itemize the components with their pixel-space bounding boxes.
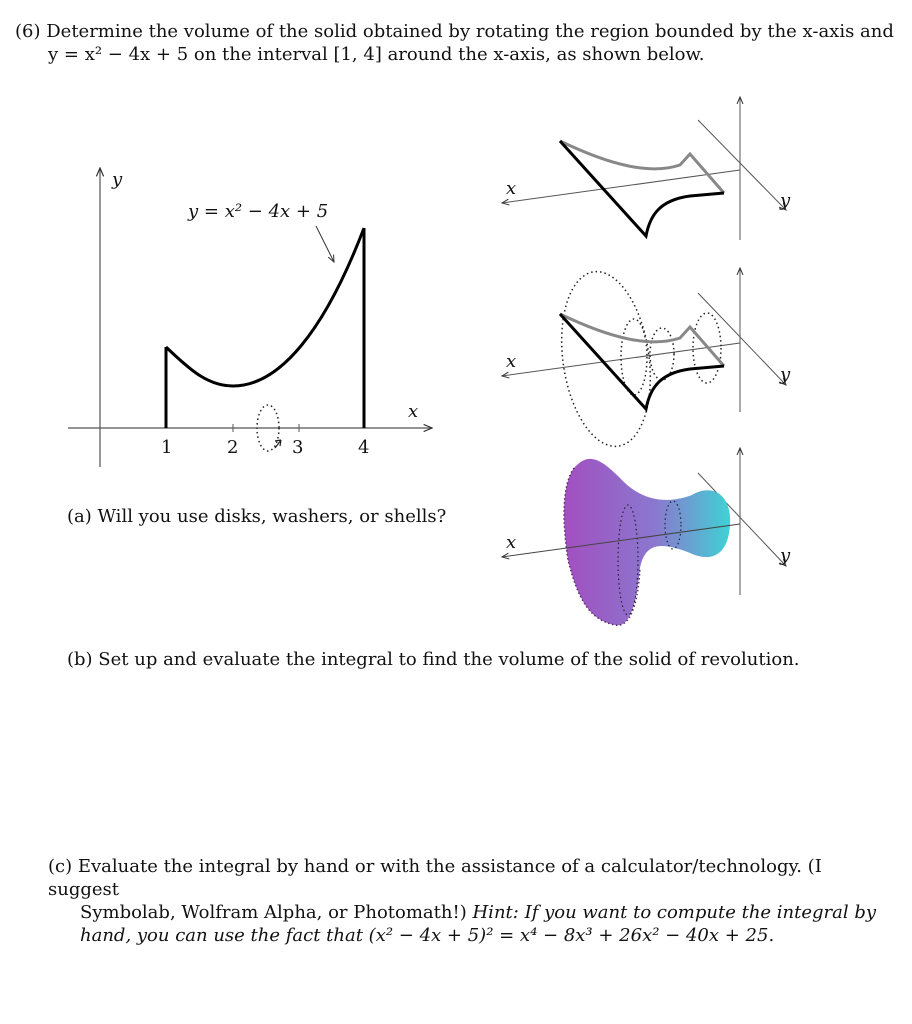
solid-panel-rotation [502, 266, 791, 452]
tick-label-1: 1 [161, 437, 173, 458]
curve-label: y = x² − 4x + 5 [188, 201, 329, 222]
part-b-question: (b) Set up and evaluate the integral to find the volume of the solid of revolution. [67, 649, 800, 670]
tick-label-4: 4 [358, 437, 370, 458]
problem-line-2: y = x² − 4x + 5 on the interval [1, 4] around the x-axis, as shown below. [48, 44, 705, 65]
rotation-arrowhead [275, 440, 281, 448]
panel2-y-label: y [780, 364, 791, 385]
part-c-line-2 [48, 901, 888, 924]
panel3-x-label: x [506, 532, 517, 553]
panel2-x-label: x [506, 351, 517, 372]
part-c-question [48, 855, 888, 947]
solid-of-revolution [564, 459, 730, 625]
part-c-line-1: (c) Evaluate the integral by hand or with the assistance of a calculator/technology. (I suggest [48, 856, 822, 900]
solid-panel-solid [502, 448, 791, 625]
tick-label-3: 3 [292, 437, 304, 458]
panel1-x-label: x [506, 178, 517, 199]
panel1-y-axis [698, 120, 786, 210]
panel3-y-label: y [780, 545, 791, 566]
part-a-question: (a) Will you use disks, washers, or shells? [67, 506, 447, 527]
parabola-curve [166, 228, 364, 386]
panel2-large-disc [551, 266, 661, 452]
curve-pointer-arrow [316, 226, 334, 262]
solid-panel-region [502, 97, 791, 240]
panel1-bottom-curve [560, 141, 724, 236]
graph-y-label: y [112, 169, 123, 190]
graph-x-label: x [408, 401, 419, 422]
problem-line-1: Determine the volume of the solid obtained by rotating the region bounded by the x-axis and [46, 21, 894, 42]
panel1-y-label: y [780, 190, 791, 211]
part-c-hint-text: If you want to compute the integral by [524, 902, 877, 923]
part-c-line-3: hand, you can use the fact that (x² − 4x + 5)² = x⁴ − 8x³ + 26x² − 40x + 25. [80, 925, 775, 946]
panel2-y-axis [698, 293, 786, 385]
tick-label-2: 2 [227, 437, 239, 458]
part-c-hint-label: Hint: [472, 902, 519, 923]
function-graph [68, 168, 432, 467]
panel1-x-axis [502, 170, 740, 203]
problem-number: (6) [15, 21, 41, 42]
part-c-line-2-prefix: Symbolab, Wolfram Alpha, or Photomath!) [80, 902, 467, 923]
